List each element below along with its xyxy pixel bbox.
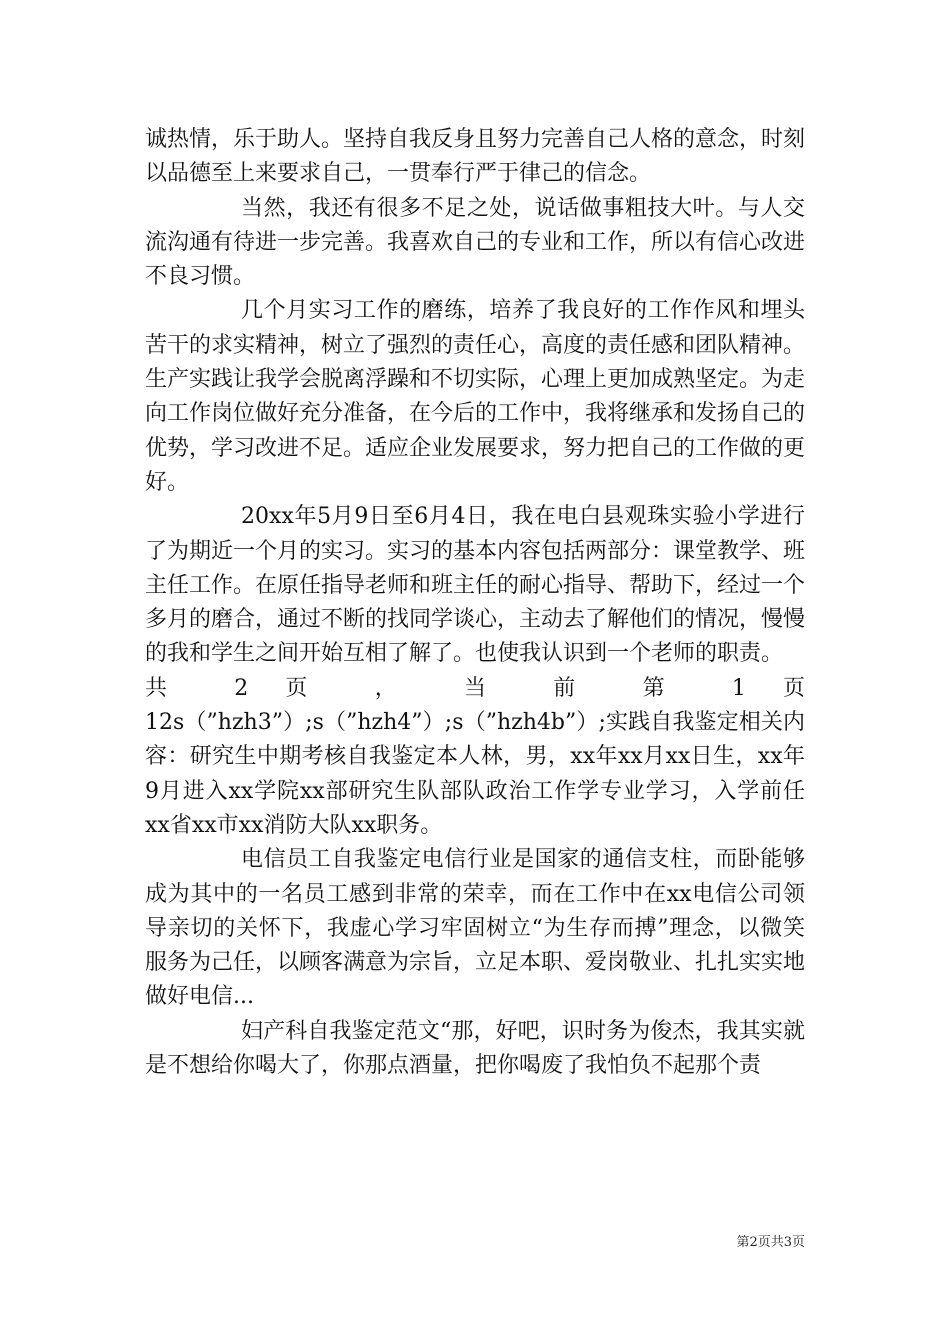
page-counter-line: 共 2 页 ， 当 前 第 1 页 <box>145 675 805 701</box>
paragraph-3: 几个月实习工作的磨练，培养了我良好的工作作风和埋头苦干的求实精神，树立了强烈的责任心，高度的责任感和团队精神。生产实践让我学会脱离浮躁和不切实际，心理上更加成熟坚定。为走向工作岗位做好充分准备，在今后的工作中，我将继承和发扬自己的优势，学习改进不足。适应企业发展要求，努力把自己的工作做的更好。 <box>145 298 806 495</box>
paragraph-6: 电信员工自我鉴定电信行业是国家的通信支柱，而卧能够成为其中的一名员工感到非常的荣幸，而在工作中在xx电信公司领导亲切的关怀下，我虚心学习牢固树立“为生存而搏”理念，以微笑服务为己任，以顾客满意为宗旨，立足本职、爱岗敬业、扎扎实实地做好电信... <box>145 847 806 1010</box>
page-footer-label: 第2页共3页 <box>736 1235 805 1250</box>
paragraph-1: 诚热情，乐于助人。坚持自我反身且努力完善自己人格的意念，时刻以品德至上来要求自己，一贯奉行严于律己的信念。 <box>145 127 806 187</box>
paragraph-2: 当然，我还有很多不足之处，说话做事粗技大叶。与人交流沟通有待进一步完善。我喜欢自己的专业和工作，所以有信心改进不良习惯。 <box>145 195 806 290</box>
document-body <box>145 123 805 1083</box>
paragraph-5: 12s（”hzh3”）;s（”hzh4”）;s（”hzh4b”）;实践自我鉴定相关内容：研究生中期考核自我鉴定本人林，男，xx年xx月xx日生，xx年9月进入xx学院xx部研究生队部队政治工作学专业学习，入学前任xx省xx市xx消防大队xx职务。 <box>145 710 805 838</box>
paragraph-4: 20xx年5月9日至6月4日，我在电白县观珠实验小学进行了为期近一个月的实习。实习的基本内容包括两部分：课堂教学、班主任工作。在原任指导老师和班主任的耐心指导、帮助下，经过一个多月的磨合，通过不断的找同学谈心，主动去了解他们的情况，慢慢的我和学生之间开始互相了解了。也使我认识到一个老师的职责。 <box>145 504 806 667</box>
paragraph-7: 妇产科自我鉴定范文“那，好吧，识时务为俊杰，我其实就是不想给你喝大了，你那点酒量，把你喝废了我怕负不起那个责 <box>145 1018 805 1079</box>
